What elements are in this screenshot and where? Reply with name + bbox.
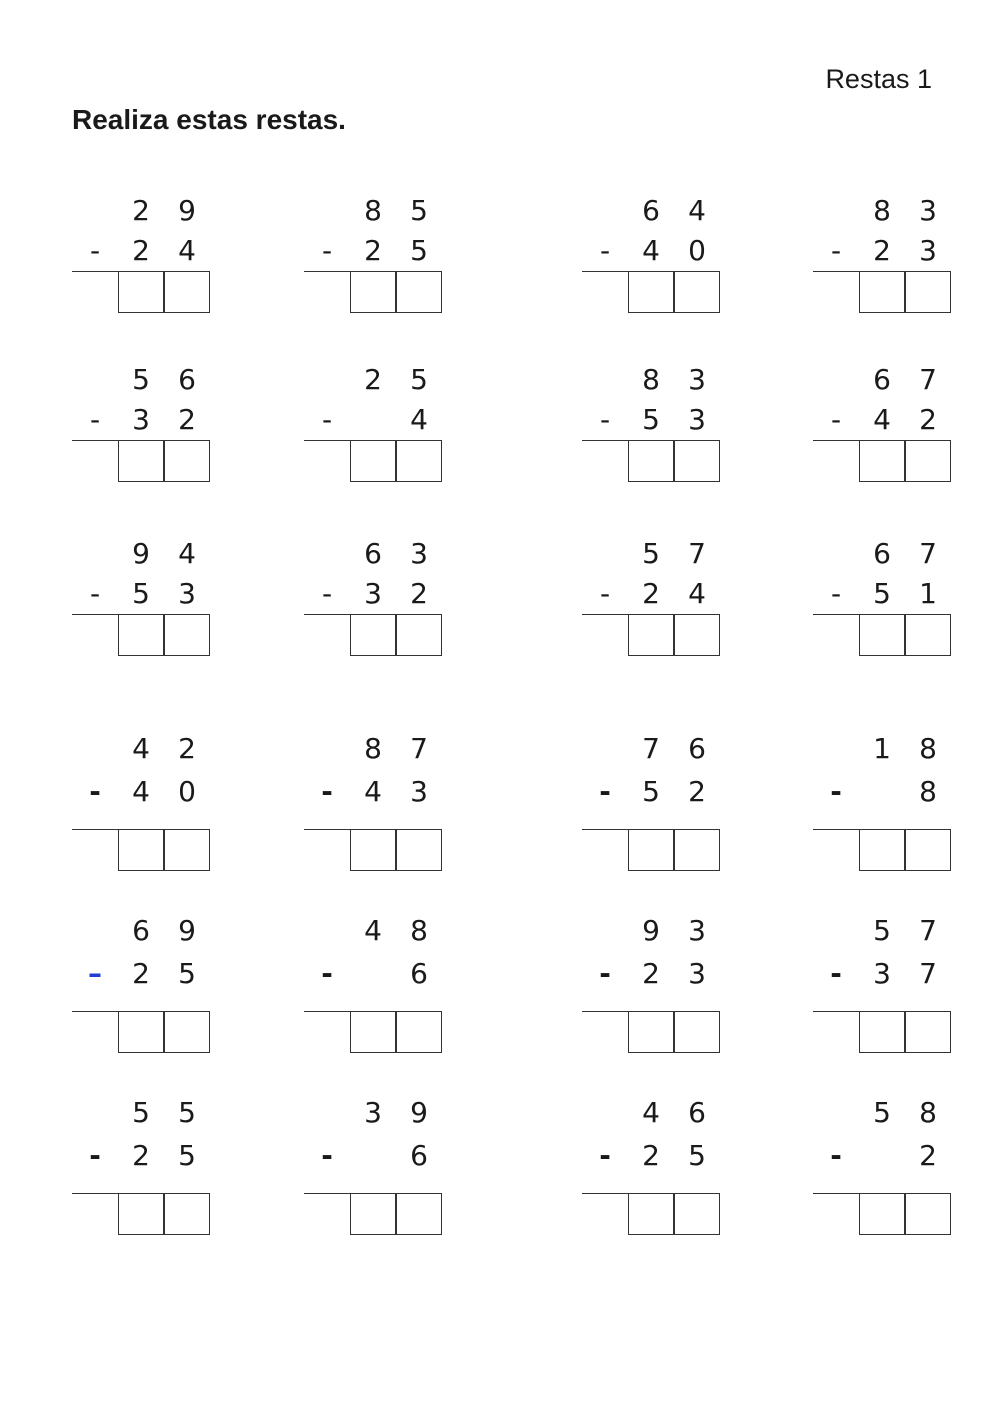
- subtraction-problem: [813, 730, 953, 860]
- answer-box-units[interactable]: [396, 440, 442, 482]
- minuend-digit: 4: [132, 732, 150, 765]
- minuend-digit: 6: [364, 537, 382, 570]
- subtraction-problem: [72, 361, 212, 491]
- answer-box-units[interactable]: [674, 271, 720, 313]
- subtrahend-digit: 5: [642, 403, 660, 436]
- subtrahend-digit: 2: [919, 403, 937, 436]
- minus-sign: -: [599, 234, 611, 267]
- minus-sign: -: [321, 775, 333, 808]
- subtrahend-digit: 3: [410, 775, 428, 808]
- minuend-digit: 8: [364, 194, 382, 227]
- subtrahend-digit: 3: [873, 957, 891, 990]
- subtraction-problem: [582, 912, 722, 1042]
- answer-box-tens[interactable]: [859, 1011, 905, 1053]
- answer-box-tens[interactable]: [350, 829, 396, 871]
- subtrahend-digit: 2: [178, 403, 196, 436]
- operation-line: [582, 614, 628, 615]
- operation-line: [813, 271, 859, 272]
- minuend-digit: 4: [364, 914, 382, 947]
- operation-line: [72, 440, 118, 441]
- subtrahend-digit: 4: [410, 403, 428, 436]
- subtraction-problem: [582, 1094, 722, 1224]
- subtrahend-digit: 3: [178, 577, 196, 610]
- minuend-digit: 6: [132, 914, 150, 947]
- minuend-digit: 8: [642, 363, 660, 396]
- minuend-digit: 6: [688, 1096, 706, 1129]
- operation-line: [304, 271, 350, 272]
- answer-box-units[interactable]: [396, 829, 442, 871]
- answer-box-units[interactable]: [905, 1011, 951, 1053]
- minuend-digit: 5: [132, 363, 150, 396]
- minuend-digit: 8: [873, 194, 891, 227]
- minuend-digit: 5: [178, 1096, 196, 1129]
- answer-box-tens[interactable]: [118, 440, 164, 482]
- minuend-digit: 8: [919, 732, 937, 765]
- subtrahend-digit: 2: [642, 1139, 660, 1172]
- answer-box-tens[interactable]: [859, 829, 905, 871]
- minus-sign: -: [89, 577, 101, 610]
- minus-sign: -: [89, 1139, 101, 1172]
- worksheet-title: Restas 1: [825, 64, 932, 94]
- operation-line: [582, 1193, 628, 1194]
- answer-box-tens[interactable]: [350, 1193, 396, 1235]
- subtrahend-digit: 3: [919, 234, 937, 267]
- subtraction-problem: [304, 1094, 444, 1224]
- subtrahend-digit: 3: [132, 403, 150, 436]
- subtrahend-digit: 0: [688, 234, 706, 267]
- subtrahend-digit: 2: [132, 234, 150, 267]
- minuend-digit: 3: [919, 194, 937, 227]
- subtrahend-digit: 4: [873, 403, 891, 436]
- answer-box-units[interactable]: [396, 271, 442, 313]
- minuend-digit: 5: [873, 914, 891, 947]
- operation-line: [813, 829, 859, 830]
- minuend-digit: 9: [642, 914, 660, 947]
- minus-sign: -: [321, 234, 333, 267]
- answer-box-tens[interactable]: [350, 1011, 396, 1053]
- minus-sign: -: [599, 957, 611, 990]
- operation-line: [813, 614, 859, 615]
- minus-sign: -: [321, 1139, 333, 1172]
- subtraction-problem: [813, 361, 953, 491]
- subtrahend-digit: 1: [919, 577, 937, 610]
- operation-line: [72, 829, 118, 830]
- minuend-digit: 8: [364, 732, 382, 765]
- answer-box-tens[interactable]: [118, 614, 164, 656]
- minuend-digit: 9: [410, 1096, 428, 1129]
- subtrahend-digit: 5: [688, 1139, 706, 1172]
- answer-box-units[interactable]: [905, 271, 951, 313]
- minus-sign: -: [89, 234, 101, 267]
- instructions: Realiza estas restas.: [72, 104, 346, 135]
- subtraction-problem: [813, 912, 953, 1042]
- answer-box-units[interactable]: [164, 1011, 210, 1053]
- minus-sign: –: [88, 957, 102, 990]
- minuend-digit: 6: [688, 732, 706, 765]
- subtraction-problem: [582, 535, 722, 665]
- subtrahend-digit: 0: [178, 775, 196, 808]
- minuend-digit: 7: [642, 732, 660, 765]
- minuend-digit: 7: [919, 537, 937, 570]
- minuend-digit: 2: [178, 732, 196, 765]
- answer-box-tens[interactable]: [350, 271, 396, 313]
- subtrahend-digit: 3: [688, 957, 706, 990]
- subtraction-problem: [72, 1094, 212, 1224]
- subtrahend-digit: 5: [410, 234, 428, 267]
- operation-line: [582, 440, 628, 441]
- answer-box-units[interactable]: [396, 614, 442, 656]
- minuend-digit: 4: [688, 194, 706, 227]
- subtrahend-digit: 6: [410, 1139, 428, 1172]
- answer-box-units[interactable]: [674, 1193, 720, 1235]
- subtrahend-digit: 5: [642, 775, 660, 808]
- subtrahend-digit: 2: [132, 1139, 150, 1172]
- operation-line: [304, 1011, 350, 1012]
- subtrahend-digit: 3: [688, 403, 706, 436]
- minuend-digit: 6: [873, 537, 891, 570]
- minuend-digit: 3: [410, 537, 428, 570]
- subtraction-problem: [304, 535, 444, 665]
- answer-box-tens[interactable]: [628, 440, 674, 482]
- subtrahend-digit: 2: [132, 957, 150, 990]
- subtrahend-digit: 2: [873, 234, 891, 267]
- answer-box-tens[interactable]: [859, 614, 905, 656]
- answer-box-tens[interactable]: [628, 271, 674, 313]
- subtrahend-digit: 2: [410, 577, 428, 610]
- subtraction-problem: [813, 535, 953, 665]
- subtraction-problem: [582, 192, 722, 322]
- answer-box-tens[interactable]: [628, 829, 674, 871]
- subtraction-problem: [72, 730, 212, 860]
- minuend-digit: 7: [919, 914, 937, 947]
- answer-box-units[interactable]: [164, 614, 210, 656]
- minuend-digit: 3: [364, 1096, 382, 1129]
- subtrahend-digit: 2: [688, 775, 706, 808]
- minuend-digit: 4: [178, 537, 196, 570]
- answer-box-units[interactable]: [396, 1011, 442, 1053]
- answer-box-tens[interactable]: [859, 1193, 905, 1235]
- subtraction-problem: [72, 192, 212, 322]
- minus-sign: -: [321, 957, 333, 990]
- subtrahend-digit: 2: [642, 577, 660, 610]
- answer-box-tens[interactable]: [350, 440, 396, 482]
- answer-box-units[interactable]: [164, 271, 210, 313]
- minuend-digit: 6: [178, 363, 196, 396]
- minus-sign: -: [830, 775, 842, 808]
- answer-box-tens[interactable]: [118, 829, 164, 871]
- subtraction-problem: [304, 730, 444, 860]
- minuend-digit: 9: [178, 194, 196, 227]
- minus-sign: -: [321, 403, 333, 436]
- answer-box-tens[interactable]: [628, 1011, 674, 1053]
- operation-line: [813, 440, 859, 441]
- minuend-digit: 6: [873, 363, 891, 396]
- answer-box-units[interactable]: [905, 1193, 951, 1235]
- minuend-digit: 5: [132, 1096, 150, 1129]
- answer-box-units[interactable]: [396, 1193, 442, 1235]
- minuend-digit: 2: [132, 194, 150, 227]
- answer-box-units[interactable]: [674, 1011, 720, 1053]
- answer-box-tens[interactable]: [628, 614, 674, 656]
- minuend-digit: 7: [410, 732, 428, 765]
- minuend-digit: 8: [919, 1096, 937, 1129]
- minus-sign: -: [830, 577, 842, 610]
- minuend-digit: 9: [178, 914, 196, 947]
- subtrahend-digit: 5: [873, 577, 891, 610]
- operation-line: [582, 829, 628, 830]
- subtrahend-digit: 5: [178, 957, 196, 990]
- subtrahend-digit: 4: [132, 775, 150, 808]
- subtrahend-digit: 5: [132, 577, 150, 610]
- minuend-digit: 3: [688, 363, 706, 396]
- subtraction-problem: [582, 730, 722, 860]
- operation-line: [304, 440, 350, 441]
- answer-box-tens[interactable]: [859, 271, 905, 313]
- answer-box-units[interactable]: [905, 440, 951, 482]
- minus-sign: -: [830, 957, 842, 990]
- minuend-digit: 5: [873, 1096, 891, 1129]
- subtraction-problem: [72, 912, 212, 1042]
- minuend-digit: 9: [132, 537, 150, 570]
- minus-sign: -: [89, 403, 101, 436]
- subtrahend-digit: 4: [688, 577, 706, 610]
- subtrahend-digit: 7: [919, 957, 937, 990]
- minus-sign: -: [599, 577, 611, 610]
- operation-line: [304, 1193, 350, 1194]
- subtraction-problem: [813, 192, 953, 322]
- minus-sign: -: [830, 1139, 842, 1172]
- subtrahend-digit: 4: [642, 234, 660, 267]
- operation-line: [813, 1193, 859, 1194]
- answer-box-units[interactable]: [674, 440, 720, 482]
- operation-line: [72, 614, 118, 615]
- subtraction-problem: [582, 361, 722, 491]
- answer-box-tens[interactable]: [118, 1011, 164, 1053]
- minuend-digit: 3: [688, 914, 706, 947]
- subtrahend-digit: 5: [178, 1139, 196, 1172]
- minuend-digit: 5: [410, 194, 428, 227]
- answer-box-tens[interactable]: [118, 271, 164, 313]
- answer-box-units[interactable]: [164, 440, 210, 482]
- answer-box-tens[interactable]: [118, 1193, 164, 1235]
- subtrahend-digit: 2: [919, 1139, 937, 1172]
- subtraction-problem: [813, 1094, 953, 1224]
- subtrahend-digit: 4: [178, 234, 196, 267]
- answer-box-units[interactable]: [164, 1193, 210, 1235]
- answer-box-tens[interactable]: [628, 1193, 674, 1235]
- minuend-digit: 1: [873, 732, 891, 765]
- operation-line: [582, 271, 628, 272]
- minus-sign: -: [321, 577, 333, 610]
- operation-line: [72, 271, 118, 272]
- operation-line: [304, 614, 350, 615]
- minus-sign: -: [830, 403, 842, 436]
- operation-line: [72, 1011, 118, 1012]
- minuend-digit: 8: [410, 914, 428, 947]
- minuend-digit: 7: [919, 363, 937, 396]
- subtrahend-digit: 2: [642, 957, 660, 990]
- answer-box-units[interactable]: [674, 829, 720, 871]
- subtraction-problem: [72, 535, 212, 665]
- operation-line: [304, 829, 350, 830]
- subtrahend-digit: 2: [364, 234, 382, 267]
- subtrahend-digit: 8: [919, 775, 937, 808]
- subtrahend-digit: 4: [364, 775, 382, 808]
- minuend-digit: 6: [642, 194, 660, 227]
- answer-box-tens[interactable]: [350, 614, 396, 656]
- operation-line: [72, 1193, 118, 1194]
- minuend-digit: 4: [642, 1096, 660, 1129]
- operation-line: [813, 1011, 859, 1012]
- subtraction-problem: [304, 912, 444, 1042]
- operation-line: [582, 1011, 628, 1012]
- minus-sign: -: [89, 775, 101, 808]
- answer-box-units[interactable]: [674, 614, 720, 656]
- answer-box-units[interactable]: [905, 829, 951, 871]
- minuend-digit: 2: [364, 363, 382, 396]
- subtraction-problem: [304, 192, 444, 322]
- minus-sign: -: [599, 775, 611, 808]
- minus-sign: -: [599, 1139, 611, 1172]
- minus-sign: -: [830, 234, 842, 267]
- minuend-digit: 5: [410, 363, 428, 396]
- answer-box-tens[interactable]: [859, 440, 905, 482]
- minuend-digit: 5: [642, 537, 660, 570]
- minus-sign: -: [599, 403, 611, 436]
- subtraction-problem: [304, 361, 444, 491]
- subtrahend-digit: 6: [410, 957, 428, 990]
- answer-box-units[interactable]: [905, 614, 951, 656]
- subtrahend-digit: 3: [364, 577, 382, 610]
- answer-box-units[interactable]: [164, 829, 210, 871]
- minuend-digit: 7: [688, 537, 706, 570]
